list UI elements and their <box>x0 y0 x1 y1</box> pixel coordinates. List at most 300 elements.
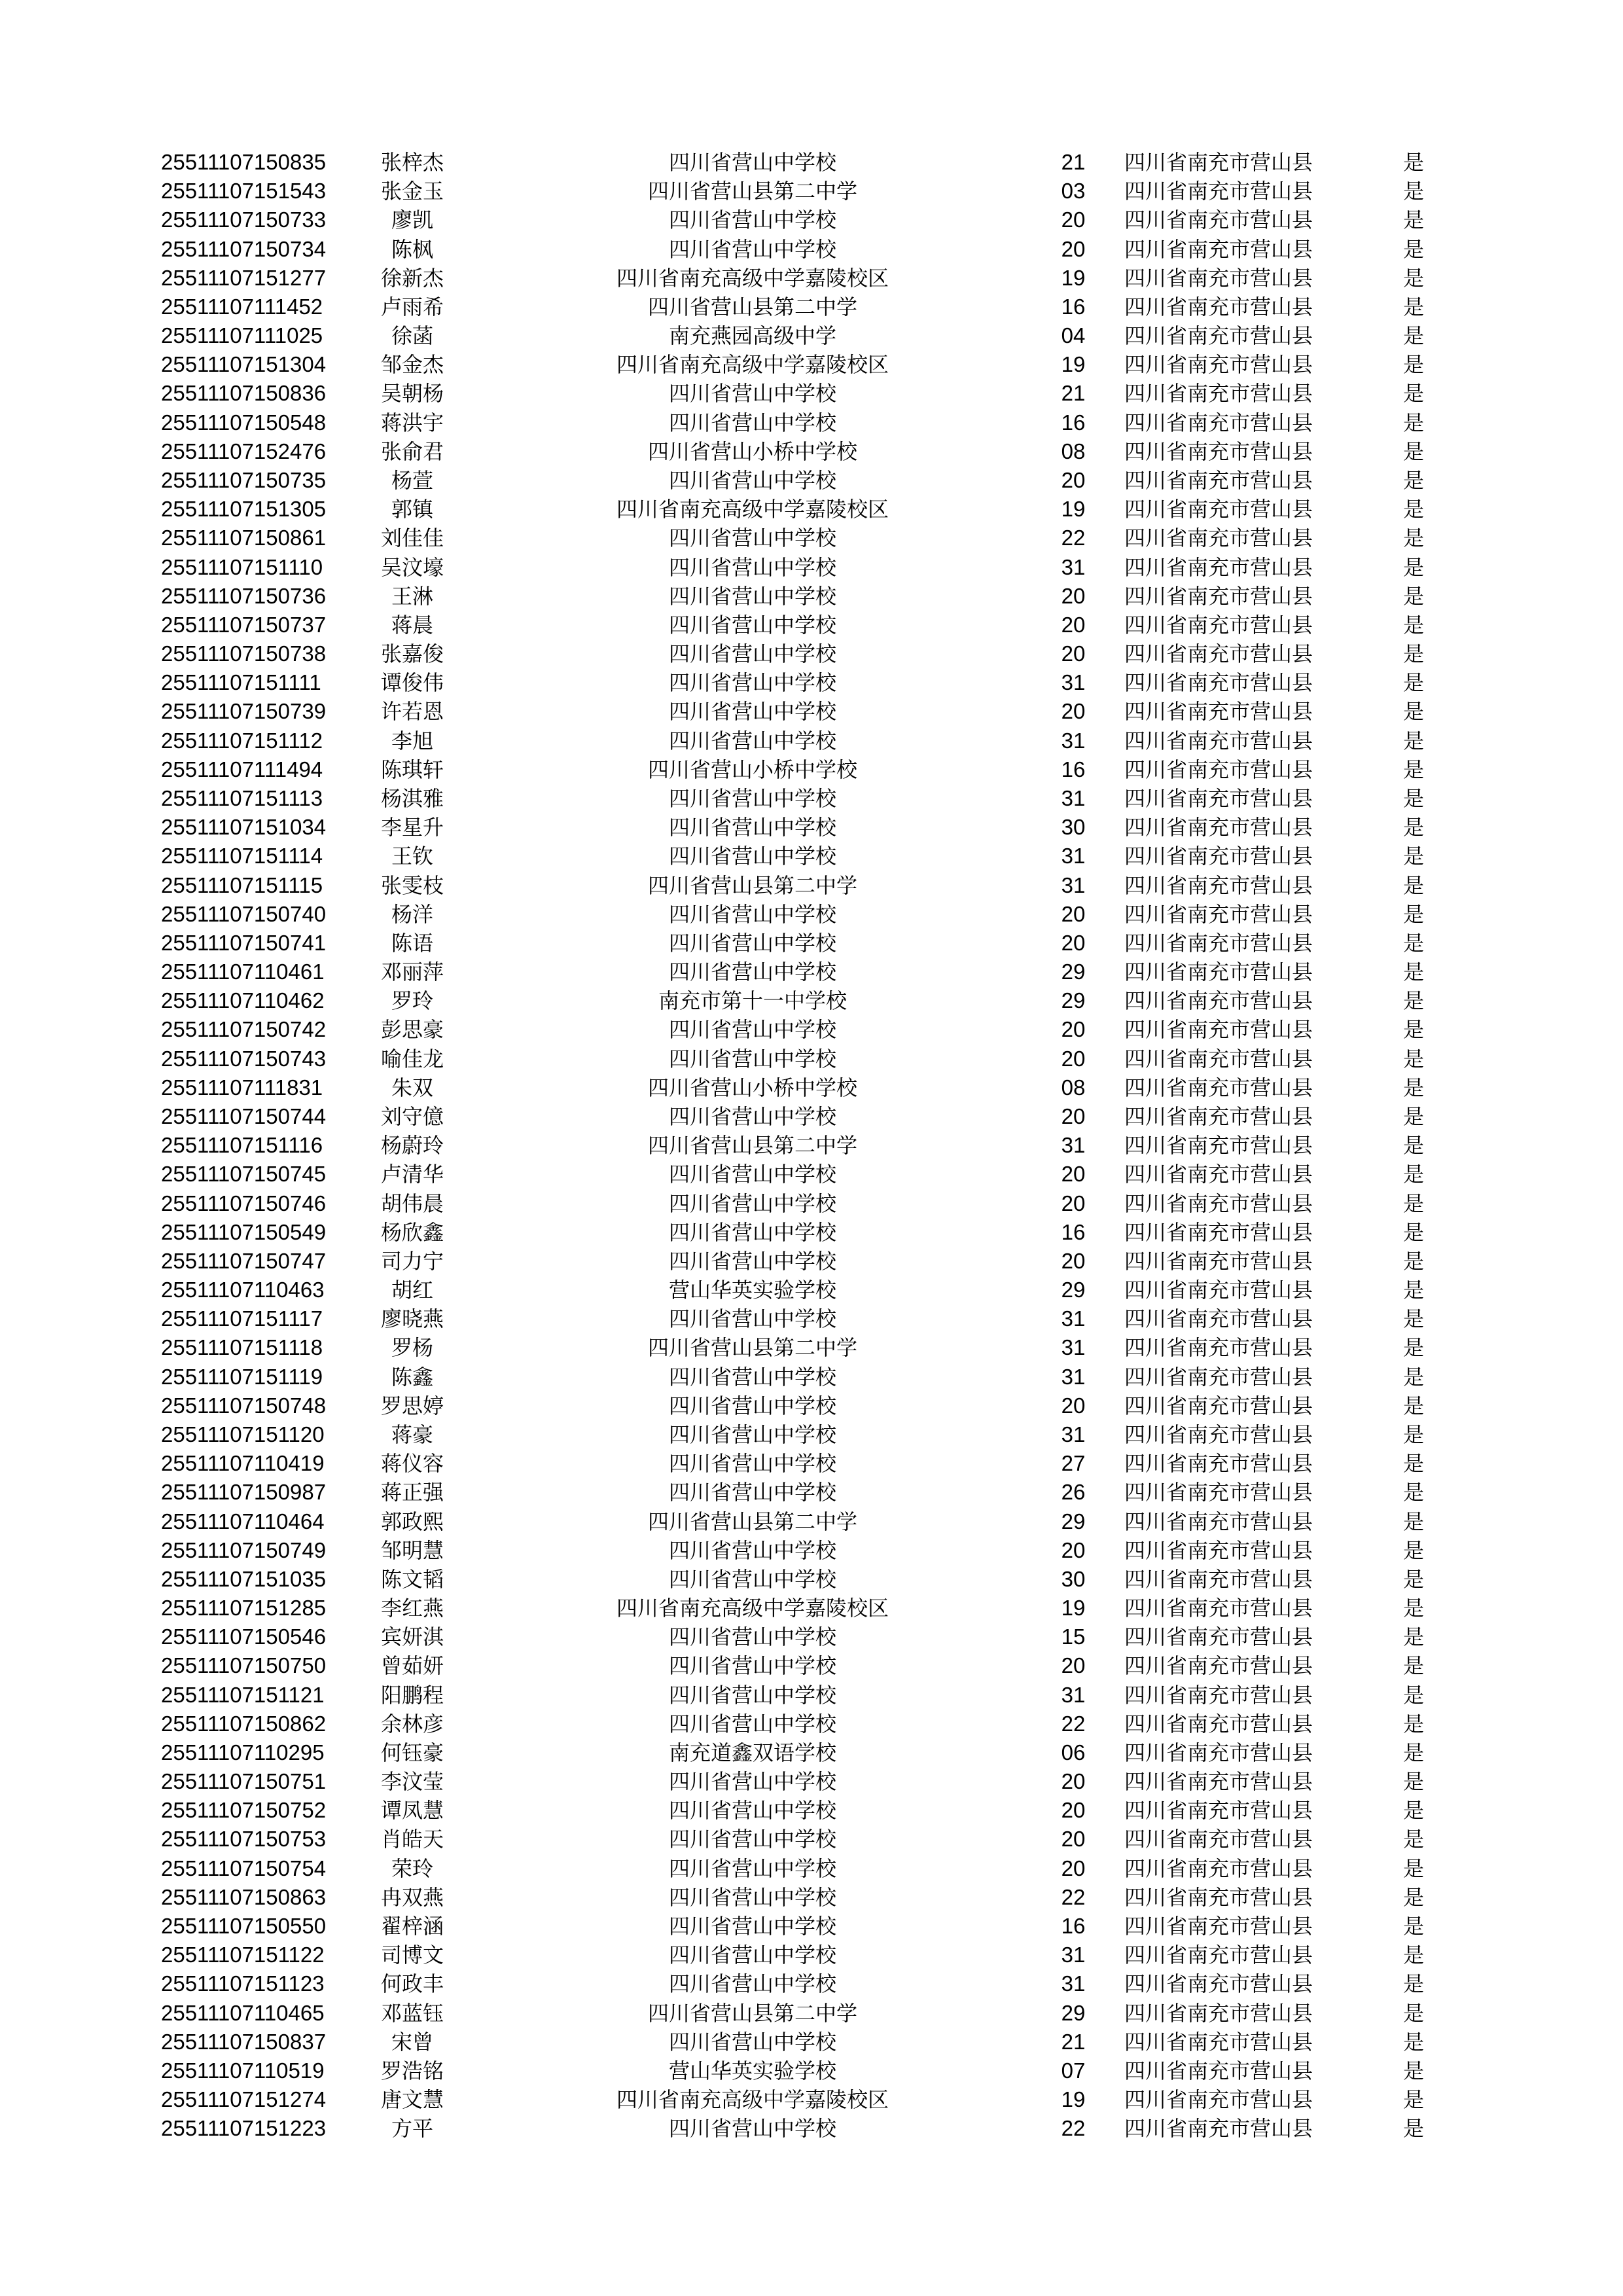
class-code: 20 <box>1061 1856 1086 1880</box>
school-name: 四川省营山中学校 <box>668 1451 836 1477</box>
region: 四川省南充市营山县 <box>1124 1943 1313 1968</box>
student-id: 25511107110464 <box>161 1509 325 1534</box>
eligible-flag: 是 <box>1402 1682 1424 1708</box>
table-row <box>0 1681 1623 1710</box>
school-name: 四川省营山中学校 <box>668 1624 836 1650</box>
class-code: 19 <box>1061 497 1086 522</box>
class-code: 21 <box>1061 381 1086 406</box>
table-row <box>0 1536 1623 1565</box>
student-name: 李红燕 <box>380 1596 444 1621</box>
student-id: 25511107150862 <box>161 1711 327 1736</box>
school-name: 四川省营山小桥中学校 <box>647 439 857 464</box>
class-code: 31 <box>1061 1943 1086 1967</box>
table-row <box>0 900 1623 929</box>
eligible-flag: 是 <box>1402 2087 1424 2113</box>
class-code: 16 <box>1061 1219 1086 1244</box>
student-id: 25511107151304 <box>161 352 327 377</box>
class-code: 20 <box>1061 699 1086 724</box>
class-code: 27 <box>1061 1451 1086 1476</box>
school-name: 四川省营山中学校 <box>668 1364 836 1390</box>
school-name: 四川省营山中学校 <box>668 1017 836 1043</box>
class-code: 16 <box>1061 1914 1086 1938</box>
class-code: 29 <box>1061 960 1086 984</box>
student-name: 张雯枝 <box>380 872 444 898</box>
region: 四川省南充市营山县 <box>1124 699 1313 725</box>
class-code: 31 <box>1061 1682 1086 1707</box>
student-id: 25511107150861 <box>161 526 327 550</box>
school-name: 四川省营山县第二中学 <box>647 1509 857 1534</box>
school-name: 四川省营山中学校 <box>668 786 836 811</box>
school-name: 四川省营山中学校 <box>668 150 836 175</box>
region: 四川省南充市营山县 <box>1124 1075 1313 1100</box>
region: 四川省南充市营山县 <box>1124 1046 1313 1071</box>
student-name: 陈枫 <box>391 236 433 262</box>
eligible-flag: 是 <box>1402 1827 1424 1852</box>
eligible-flag: 是 <box>1402 497 1424 522</box>
region: 四川省南充市营山县 <box>1124 179 1313 204</box>
class-code: 04 <box>1061 323 1086 348</box>
class-code: 19 <box>1061 2087 1086 2112</box>
table-row <box>0 206 1623 234</box>
student-id: 25511107111452 <box>161 294 323 319</box>
student-id: 25511107150739 <box>161 699 327 724</box>
school-name: 四川省营山中学校 <box>668 381 836 406</box>
student-id: 25511107150863 <box>161 1884 327 1909</box>
class-code: 31 <box>1061 1422 1086 1446</box>
student-name: 王淋 <box>391 583 433 609</box>
table-row <box>0 1420 1623 1449</box>
school-name: 四川省营山中学校 <box>668 1162 836 1187</box>
table-row <box>0 466 1623 495</box>
class-code: 30 <box>1061 815 1086 840</box>
region: 四川省南充市营山县 <box>1124 728 1313 753</box>
student-name: 胡伟晨 <box>380 1191 444 1216</box>
student-id: 25511107151122 <box>161 1943 325 1967</box>
class-code: 20 <box>1061 1162 1086 1187</box>
eligible-flag: 是 <box>1402 930 1424 956</box>
region: 四川省南充市营山县 <box>1124 1103 1313 1129</box>
region: 四川省南充市营山县 <box>1124 1219 1313 1245</box>
class-code: 31 <box>1061 728 1086 753</box>
student-name: 郭政熙 <box>380 1509 444 1534</box>
student-id: 25511107150836 <box>161 381 327 406</box>
class-code: 20 <box>1061 207 1086 232</box>
student-name: 李星升 <box>380 815 444 840</box>
eligible-flag: 是 <box>1402 815 1424 840</box>
table-row <box>0 1912 1623 1941</box>
region: 四川省南充市营山县 <box>1124 2116 1313 2142</box>
region: 四川省南充市营山县 <box>1124 1624 1313 1650</box>
student-id: 25511107150743 <box>161 1046 327 1071</box>
region: 四川省南充市营山县 <box>1124 960 1313 984</box>
class-code: 31 <box>1061 786 1086 810</box>
region: 四川省南充市营山县 <box>1124 1364 1313 1390</box>
region: 四川省南充市营山县 <box>1124 1798 1313 1823</box>
student-name: 肖皓天 <box>380 1827 444 1852</box>
school-name: 营山华英实验学校 <box>668 1278 836 1302</box>
school-name: 四川省营山中学校 <box>668 1798 836 1823</box>
student-id: 25511107151118 <box>161 1335 323 1360</box>
student-id: 25511107151114 <box>161 844 323 869</box>
region: 四川省南充市营山县 <box>1124 410 1313 435</box>
eligible-flag: 是 <box>1402 1191 1424 1216</box>
class-code: 20 <box>1061 468 1086 492</box>
student-id: 25511107110463 <box>161 1278 325 1302</box>
student-name: 司博文 <box>380 1943 444 1968</box>
class-code: 29 <box>1061 1509 1086 1534</box>
table-row <box>0 1594 1623 1623</box>
class-code: 08 <box>1061 439 1086 463</box>
student-name: 喻佳龙 <box>380 1046 444 1071</box>
eligible-flag: 是 <box>1402 1393 1424 1418</box>
region: 四川省南充市营山县 <box>1124 1827 1313 1852</box>
school-name: 营山华英实验学校 <box>668 2058 836 2083</box>
eligible-flag: 是 <box>1402 988 1424 1014</box>
school-name: 四川省营山中学校 <box>668 728 836 753</box>
eligible-flag: 是 <box>1402 583 1424 609</box>
class-code: 03 <box>1061 179 1086 204</box>
eligible-flag: 是 <box>1402 1480 1424 1505</box>
student-id: 25511107151034 <box>161 815 327 840</box>
student-id: 25511107151113 <box>161 786 323 810</box>
class-code: 20 <box>1061 1191 1086 1215</box>
table-row <box>0 611 1623 639</box>
table-row <box>0 697 1623 726</box>
student-name: 胡红 <box>391 1278 433 1302</box>
region: 四川省南充市营山县 <box>1124 872 1313 898</box>
student-id: 25511107150733 <box>161 207 327 232</box>
class-code: 20 <box>1061 1017 1086 1042</box>
student-id: 25511107111831 <box>161 1075 323 1100</box>
class-code: 06 <box>1061 1740 1086 1765</box>
class-code: 20 <box>1061 1393 1086 1418</box>
class-code: 19 <box>1061 1596 1086 1620</box>
student-name: 曾茹妍 <box>380 1653 444 1679</box>
eligible-flag: 是 <box>1402 150 1424 175</box>
table-row <box>0 929 1623 958</box>
student-name: 蒋仪容 <box>380 1451 444 1477</box>
student-id: 25511107151112 <box>161 728 323 753</box>
student-name: 朱双 <box>391 1075 433 1100</box>
student-id: 25511107151120 <box>161 1422 325 1446</box>
region: 四川省南充市营山县 <box>1124 1451 1313 1477</box>
region: 四川省南充市营山县 <box>1124 844 1313 869</box>
student-name: 吴汶壕 <box>380 554 444 580</box>
eligible-flag: 是 <box>1402 1046 1424 1071</box>
student-id: 25511107151110 <box>161 554 323 579</box>
student-id: 25511107150546 <box>161 1624 327 1649</box>
eligible-flag: 是 <box>1402 1017 1424 1043</box>
table-row <box>0 524 1623 552</box>
region: 四川省南充市营山县 <box>1124 1509 1313 1534</box>
eligible-flag: 是 <box>1402 207 1424 233</box>
student-name: 杨蔚玲 <box>380 1133 444 1158</box>
region: 四川省南充市营山县 <box>1124 294 1313 319</box>
student-id: 25511107150751 <box>161 1769 327 1794</box>
eligible-flag: 是 <box>1402 786 1424 811</box>
table-row <box>0 986 1623 1015</box>
region: 四川省南充市营山县 <box>1124 526 1313 551</box>
class-code: 26 <box>1061 1480 1086 1505</box>
student-name: 张梓杰 <box>380 150 444 175</box>
school-name: 四川省营山中学校 <box>668 583 836 609</box>
class-code: 08 <box>1061 1075 1086 1100</box>
class-code: 20 <box>1061 930 1086 955</box>
student-name: 罗杨 <box>391 1335 433 1361</box>
student-name: 吴朝杨 <box>380 381 444 406</box>
school-name: 四川省营山中学校 <box>668 1682 836 1708</box>
class-code: 31 <box>1061 554 1086 579</box>
eligible-flag: 是 <box>1402 1653 1424 1679</box>
student-id: 25511107111025 <box>161 323 323 348</box>
school-name: 四川省营山中学校 <box>668 1856 836 1881</box>
table-row <box>0 1854 1623 1883</box>
student-name: 张俞君 <box>380 439 444 464</box>
student-id: 25511107150745 <box>161 1162 327 1187</box>
school-name: 四川省营山中学校 <box>668 1306 836 1332</box>
table-row <box>0 1189 1623 1218</box>
student-name: 卢雨希 <box>380 294 444 319</box>
eligible-flag: 是 <box>1402 1278 1424 1302</box>
student-name: 蒋豪 <box>391 1422 433 1447</box>
student-name: 徐菡 <box>391 323 433 349</box>
region: 四川省南充市营山县 <box>1124 1884 1313 1910</box>
eligible-flag: 是 <box>1402 1335 1424 1361</box>
eligible-flag: 是 <box>1402 352 1424 378</box>
school-name: 四川省营山中学校 <box>668 901 836 927</box>
class-code: 20 <box>1061 236 1086 261</box>
class-code: 30 <box>1061 1566 1086 1591</box>
school-name: 四川省营山中学校 <box>668 930 836 956</box>
eligible-flag: 是 <box>1402 1162 1424 1187</box>
class-code: 20 <box>1061 612 1086 637</box>
student-name: 阳鹏程 <box>380 1682 444 1708</box>
school-name: 四川省营山中学校 <box>668 1769 836 1795</box>
eligible-flag: 是 <box>1402 1884 1424 1910</box>
student-id: 25511107110462 <box>161 988 325 1013</box>
eligible-flag: 是 <box>1402 1103 1424 1129</box>
region: 四川省南充市营山县 <box>1124 1856 1313 1881</box>
student-name: 罗玲 <box>391 988 433 1014</box>
student-id: 25511107151305 <box>161 497 327 522</box>
table-row <box>0 1449 1623 1478</box>
student-name: 余林彦 <box>380 1711 444 1736</box>
school-name: 四川省营山中学校 <box>668 1653 836 1679</box>
region: 四川省南充市营山县 <box>1124 2087 1313 2113</box>
class-code: 16 <box>1061 410 1086 435</box>
table-row <box>0 1710 1623 1738</box>
school-name: 四川省营山中学校 <box>668 1914 836 1939</box>
school-name: 四川省营山中学校 <box>668 844 836 869</box>
student-name: 张嘉俊 <box>380 641 444 667</box>
class-code: 20 <box>1061 641 1086 666</box>
class-code: 29 <box>1061 988 1086 1013</box>
eligible-flag: 是 <box>1402 1856 1424 1881</box>
eligible-flag: 是 <box>1402 670 1424 696</box>
region: 四川省南充市营山县 <box>1124 1133 1313 1158</box>
school-name: 四川省营山中学校 <box>668 1971 836 1997</box>
student-id: 25511107150748 <box>161 1393 327 1418</box>
class-code: 31 <box>1061 1335 1086 1360</box>
student-name: 冉双燕 <box>380 1884 444 1910</box>
school-name: 四川省南充高级中学嘉陵校区 <box>616 352 889 378</box>
region: 四川省南充市营山县 <box>1124 930 1313 956</box>
student-id: 25511107151121 <box>161 1682 325 1707</box>
eligible-flag: 是 <box>1402 1537 1424 1563</box>
student-id: 25511107151543 <box>161 179 327 204</box>
student-id: 25511107151111 <box>161 670 321 695</box>
region: 四川省南充市营山县 <box>1124 1306 1313 1332</box>
student-id: 25511107110295 <box>161 1740 325 1765</box>
table-row <box>0 871 1623 900</box>
school-name: 南充燕园高级中学 <box>668 323 836 349</box>
eligible-flag: 是 <box>1402 554 1424 580</box>
class-code: 31 <box>1061 844 1086 869</box>
school-name: 四川省营山中学校 <box>668 207 836 233</box>
table-row <box>0 408 1623 437</box>
school-name: 四川省营山中学校 <box>668 554 836 580</box>
eligible-flag: 是 <box>1402 1624 1424 1650</box>
eligible-flag: 是 <box>1402 323 1424 349</box>
eligible-flag: 是 <box>1402 699 1424 725</box>
class-code: 20 <box>1061 1248 1086 1273</box>
student-id: 25511107110465 <box>161 2000 325 2025</box>
student-id: 25511107150742 <box>161 1017 327 1042</box>
eligible-flag: 是 <box>1402 728 1424 753</box>
student-name: 蒋晨 <box>391 612 433 637</box>
student-name: 罗浩铭 <box>380 2058 444 2083</box>
school-name: 四川省营山县第二中学 <box>647 1335 857 1361</box>
region: 四川省南充市营山县 <box>1124 670 1313 696</box>
eligible-flag: 是 <box>1402 236 1424 262</box>
table-row <box>0 1999 1623 2028</box>
student-id: 25511107110519 <box>161 2058 325 2083</box>
eligible-flag: 是 <box>1402 1075 1424 1100</box>
table-row <box>0 350 1623 379</box>
student-id: 25511107150746 <box>161 1191 327 1215</box>
eligible-flag: 是 <box>1402 1248 1424 1274</box>
school-name: 四川省营山中学校 <box>668 1566 836 1592</box>
student-name: 彭思豪 <box>380 1017 444 1043</box>
student-id: 25511107151123 <box>161 1971 325 1996</box>
eligible-flag: 是 <box>1402 872 1424 898</box>
school-name: 四川省营山中学校 <box>668 1480 836 1505</box>
table-row <box>0 1883 1623 1912</box>
school-name: 四川省营山中学校 <box>668 670 836 696</box>
region: 四川省南充市营山县 <box>1124 497 1313 522</box>
region: 四川省南充市营山县 <box>1124 265 1313 291</box>
student-name: 邹明慧 <box>380 1537 444 1563</box>
student-name: 李汶莹 <box>380 1769 444 1795</box>
student-name: 徐新杰 <box>380 265 444 291</box>
student-name: 杨淇雅 <box>380 786 444 811</box>
school-name: 四川省营山中学校 <box>668 1393 836 1418</box>
student-id: 25511107151223 <box>161 2116 327 2141</box>
table-row <box>0 553 1623 582</box>
student-name: 谭凤慧 <box>380 1798 444 1823</box>
school-name: 四川省营山中学校 <box>668 526 836 551</box>
student-name: 廖晓燕 <box>380 1306 444 1332</box>
table-row <box>0 813 1623 842</box>
table-row <box>0 495 1623 524</box>
school-name: 四川省营山中学校 <box>668 1219 836 1245</box>
table-row <box>0 264 1623 293</box>
school-name: 四川省营山中学校 <box>668 1191 836 1216</box>
table-row <box>0 1102 1623 1131</box>
class-code: 19 <box>1061 265 1086 290</box>
table-row <box>0 1767 1623 1796</box>
school-name: 四川省营山中学校 <box>668 468 836 493</box>
table-row <box>0 1218 1623 1247</box>
eligible-flag: 是 <box>1402 381 1424 406</box>
student-id: 25511107151115 <box>161 872 323 897</box>
region: 四川省南充市营山县 <box>1124 1248 1313 1274</box>
class-code: 31 <box>1061 670 1086 695</box>
region: 四川省南充市营山县 <box>1124 901 1313 927</box>
table-row <box>0 1391 1623 1420</box>
class-code: 20 <box>1061 1103 1086 1128</box>
school-name: 四川省营山中学校 <box>668 1046 836 1071</box>
student-id: 25511107150737 <box>161 612 327 637</box>
table-row <box>0 2028 1623 2056</box>
region: 四川省南充市营山县 <box>1124 150 1313 175</box>
student-id: 25511107150734 <box>161 236 327 261</box>
eligible-flag: 是 <box>1402 901 1424 927</box>
region: 四川省南充市营山县 <box>1124 1653 1313 1679</box>
class-code: 22 <box>1061 1711 1086 1736</box>
table-row <box>0 1796 1623 1825</box>
student-name: 刘佳佳 <box>380 526 444 551</box>
student-name: 宾妍淇 <box>380 1624 444 1650</box>
eligible-flag: 是 <box>1402 439 1424 464</box>
student-id: 25511107150835 <box>161 150 327 174</box>
table-row <box>0 1073 1623 1102</box>
student-id: 25511107150837 <box>161 2029 327 2054</box>
table-row <box>0 1304 1623 1333</box>
table-row <box>0 755 1623 784</box>
student-id: 25511107150735 <box>161 468 327 492</box>
school-name: 四川省营山中学校 <box>668 410 836 435</box>
region: 四川省南充市营山县 <box>1124 439 1313 464</box>
student-id: 25511107151277 <box>161 265 327 290</box>
school-name: 四川省营山中学校 <box>668 1248 836 1274</box>
table-row <box>0 1623 1623 1651</box>
table-row <box>0 1333 1623 1362</box>
student-id: 25511107150738 <box>161 641 327 666</box>
table-row <box>0 1825 1623 1854</box>
table-row <box>0 437 1623 466</box>
class-code: 20 <box>1061 1046 1086 1071</box>
school-name: 四川省营山中学校 <box>668 2116 836 2142</box>
table-row <box>0 842 1623 870</box>
eligible-flag: 是 <box>1402 960 1424 984</box>
eligible-flag: 是 <box>1402 1566 1424 1592</box>
class-code: 20 <box>1061 1537 1086 1562</box>
school-name: 四川省南充高级中学嘉陵校区 <box>616 2087 889 2113</box>
region: 四川省南充市营山县 <box>1124 757 1313 782</box>
student-id: 25511107150749 <box>161 1537 327 1562</box>
table-row <box>0 1565 1623 1594</box>
table-row <box>0 1363 1623 1391</box>
school-name: 四川省营山县第二中学 <box>647 294 857 319</box>
region: 四川省南充市营山县 <box>1124 207 1313 233</box>
student-id: 25511107151117 <box>161 1306 323 1331</box>
table-row <box>0 2085 1623 2114</box>
school-name: 四川省营山中学校 <box>668 236 836 262</box>
region: 四川省南充市营山县 <box>1124 1711 1313 1736</box>
eligible-flag: 是 <box>1402 612 1424 637</box>
table-row <box>0 639 1623 668</box>
